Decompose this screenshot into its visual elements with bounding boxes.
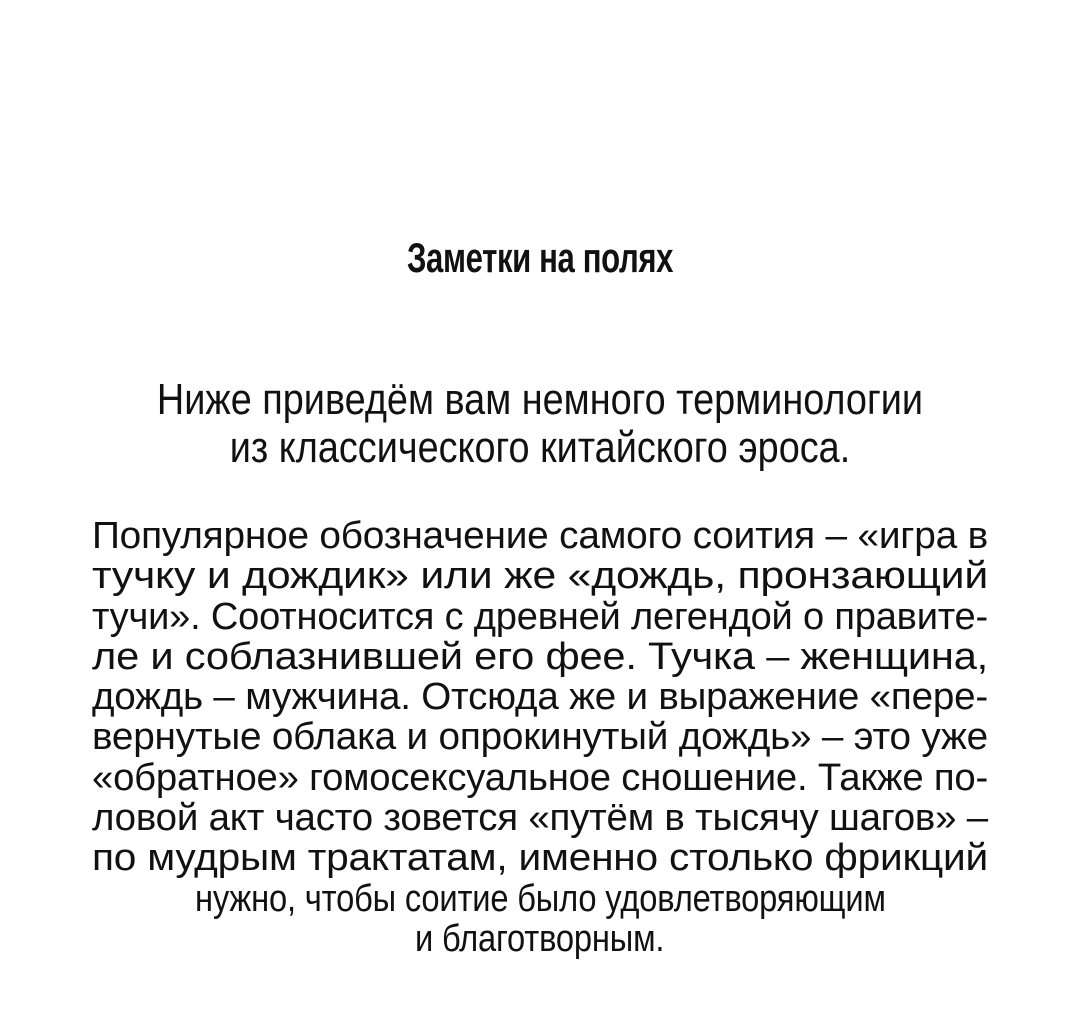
body-line: ле и соблазнившей его фее. Тучка – женщина, (92, 635, 988, 678)
body-line: вернутые облака и опрокинутый дождь» – это уже (92, 716, 988, 759)
body-line: ловой акт часто зовется «путём в тысячу шагов» – (92, 797, 989, 840)
body-line: тучи». Соотносится с древней легендой о правите- (92, 595, 988, 638)
body-line: «обратное» гомосексуальное сношение. Также по- (92, 756, 988, 799)
body-line: дождь – мужчина. Отсюда же и выражение «пере- (92, 676, 988, 719)
intro-paragraph: Ниже приведём вам немного терминологии из классического китайского эроса. (156, 375, 924, 472)
body-line: Популярное обозначение самого соития – «игра в (92, 515, 989, 557)
body-line: нужно, чтобы соитие было удовлетворяющим (194, 877, 886, 920)
body-line: и благотворным. (415, 917, 665, 960)
body-line: тучку и дождик» или же «дождь, пронзающий (92, 555, 988, 598)
body-paragraph (92, 516, 988, 959)
body-line: по мудрым трактатам, именно столько фрикций (92, 837, 988, 880)
page-title: Заметки на полях (406, 234, 674, 281)
